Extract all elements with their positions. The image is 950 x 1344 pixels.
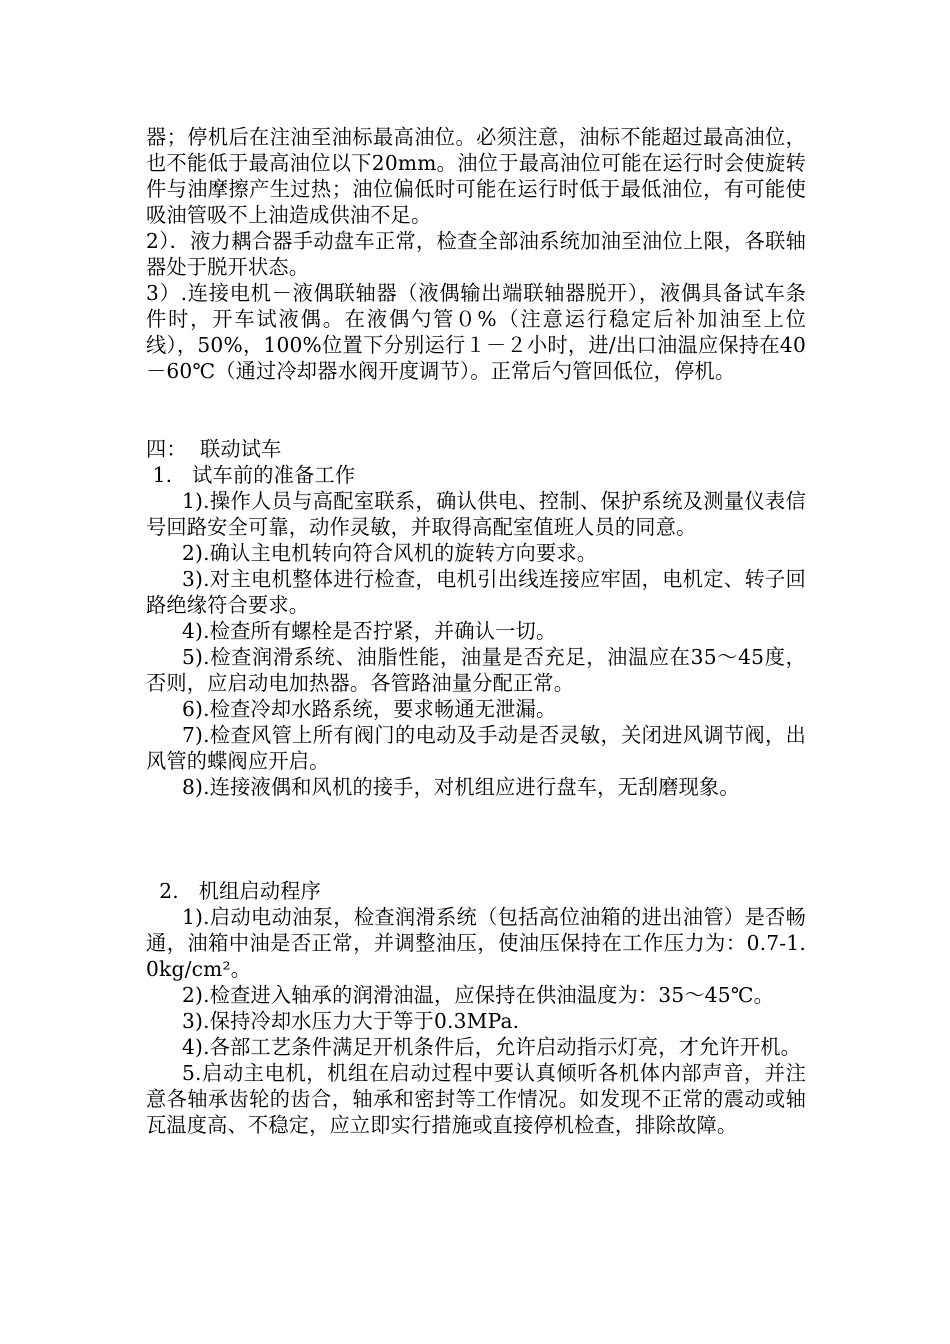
startup-item-1: 1).启动电动油泵，检查润滑系统（包括高位油箱的进出油管）是否畅通，油箱中油是否正常，并调整油压，使油压保持在工作压力为：0.7-1.0kg/cm²。 [146, 905, 806, 981]
startup-item-3: 3).保持冷却水压力大于等于0.3MPa. [182, 1009, 520, 1033]
prep-item-5: 5).检查润滑系统、油脂性能，油量是否充足，油温应在35～45度，否则，应启动电加热器。各管路油量分配正常。 [146, 645, 806, 695]
startup-item-2: 2).检查进入轴承的润滑油温，应保持在供油温度为：35～45℃。 [182, 983, 774, 1007]
intro-paragraph-2: 2）．液力耦合器手动盘车正常，检查全部油系统加油至油位上限，各联轴器处于脱开状态。 [146, 229, 806, 279]
prep-item-6: 6).检查冷却水路系统，要求畅通无泄漏。 [182, 697, 557, 721]
subsection-1-title: 1. 试车前的准备工作 [146, 463, 356, 487]
prep-item-1: 1).操作人员与高配室联系，确认供电、控制、保护系统及测量仪表信号回路安全可靠，动作灵敏，并取得高配室值班人员的同意。 [146, 489, 806, 539]
startup-item-4: 4).各部工艺条件满足开机条件后，允许启动指示灯亮，才允许开机。 [182, 1035, 801, 1059]
document-page [146, 124, 806, 1138]
intro-paragraph-3: 3）.连接电机－液偶联轴器（液偶输出端联轴器脱开），液偶具备试车条件时，开车试液偶。在液偶勺管０%（注意运行稳定后补加油至上位线），50%，100%位置下分别运行１－２小时，进/出口油温应保持在40－60℃（通过冷却器水阀开度调节）。正常后勺管回低位，停机。 [146, 281, 806, 383]
prep-item-3: 3).对主电机整体进行检查，电机引出线连接应牢固，电机定、转子回路绝缘符合要求。 [146, 567, 806, 617]
prep-item-8: 8).连接液偶和风机的接手，对机组应进行盘车，无刮磨现象。 [182, 775, 740, 799]
prep-item-7: 7).检查风管上所有阀门的电动及手动是否灵敏，关闭进风调节阀，出风管的蝶阀应开启。 [146, 723, 806, 773]
startup-item-5: 5.启动主电机，机组在启动过程中要认真倾听各机体内部声音，并注意各轴承齿轮的齿合，轴承和密封等工作情况。如发现不正常的震动或轴瓦温度高、不稳定，应立即实行措施或直接停机检查，排除故障。 [146, 1061, 806, 1137]
prep-item-4: 4).检查所有螺栓是否拧紧，并确认一切。 [182, 619, 557, 643]
section-spacer [146, 384, 806, 436]
intro-paragraph-1: 器；停机后在注油至油标最高油位。必须注意，油标不能超过最高油位，也不能低于最高油位以下20mm。油位于最高油位可能在运行时会使旋转件与油摩擦产生过热；油位偏低时可能在运行时低于最低油位，有可能使吸油管吸不上油造成供油不足。 [146, 125, 806, 227]
prep-item-2: 2).确认主电机转向符合风机的旋转方向要求。 [182, 541, 598, 565]
section-4-title: 四： 联动试车 [146, 437, 282, 461]
section-spacer-2 [146, 800, 806, 878]
subsection-2-title: 2. 机组启动程序 [146, 879, 322, 903]
